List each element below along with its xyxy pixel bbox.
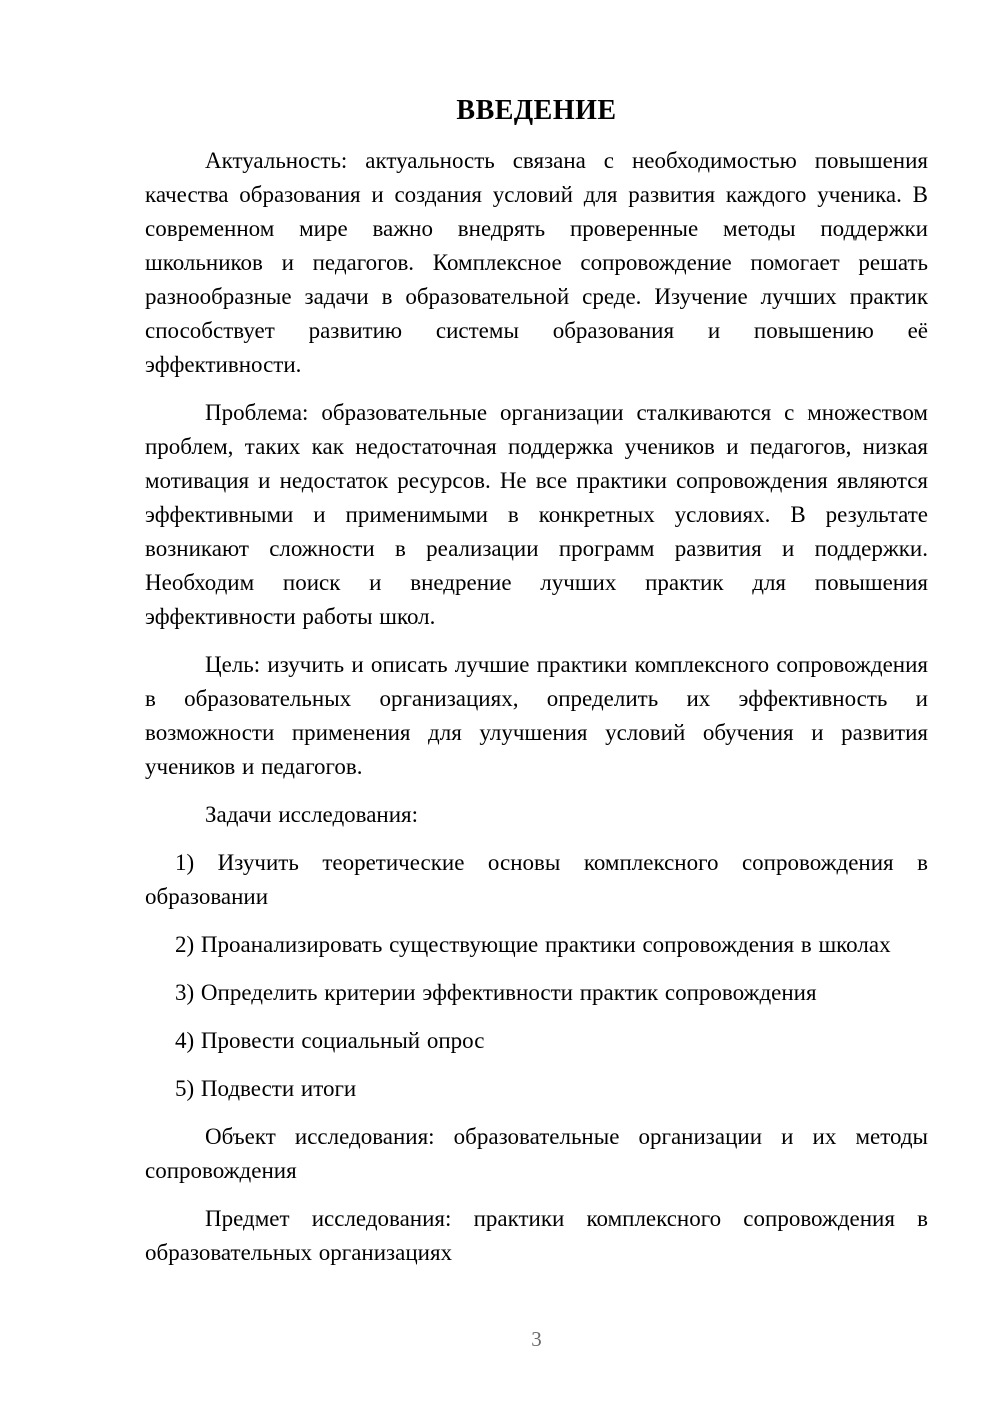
page-number: 3	[531, 1327, 542, 1351]
document-content	[145, 0, 928, 1284]
task-item-5: 5) Подвести итоги	[175, 1076, 357, 1101]
paragraph-tsel: Цель: изучить и описать лучшие практики комплексного сопровождения в образовательных организациях, определить их эффективность и возможности применения для улучшения условий обучения и развития учеников и педагогов.	[145, 652, 928, 779]
paragraph-obekt: Объект исследования: образовательные организации и их методы сопровождения	[145, 1124, 928, 1183]
paragraph-aktualnost: Актуальность: актуальность связана с необходимостью повышения качества образования и создания условий для развития каждого ученика. В современном мире важно внедрять проверенные методы поддержки школьников и педагогов. Комплексное сопровождение помогает решать разнообразные задачи в образовательной среде. Изучение лучших практик способствует развитию системы образования и повышению её эффективности.	[145, 148, 928, 377]
tasks-heading: Задачи исследования:	[205, 802, 419, 827]
task-item-3: 3) Определить критерии эффективности практик сопровождения	[175, 980, 817, 1005]
task-item-1: 1) Изучить теоретические основы комплексного сопровождения в образовании	[145, 850, 928, 909]
task-item-4: 4) Провести социальный опрос	[175, 1028, 485, 1053]
task-item-2: 2) Проанализировать существующие практики сопровождения в школах	[175, 932, 891, 957]
paragraph-problema: Проблема: образовательные организации сталкиваются с множеством проблем, таких как недостаточная поддержка учеников и педагогов, низкая мотивация и недостаток ресурсов. Не все практики сопровождения являются эффективными и применимыми в конкретных условиях. В результате возникают сложности в реализации программ развития и поддержки. Необходим поиск и внедрение лучших практик для повышения эффективности работы школ.	[145, 400, 928, 629]
section-title: ВВЕДЕНИЕ	[456, 95, 617, 126]
paragraph-predmet: Предмет исследования: практики комплексного сопровождения в образовательных организациях	[145, 1206, 928, 1265]
